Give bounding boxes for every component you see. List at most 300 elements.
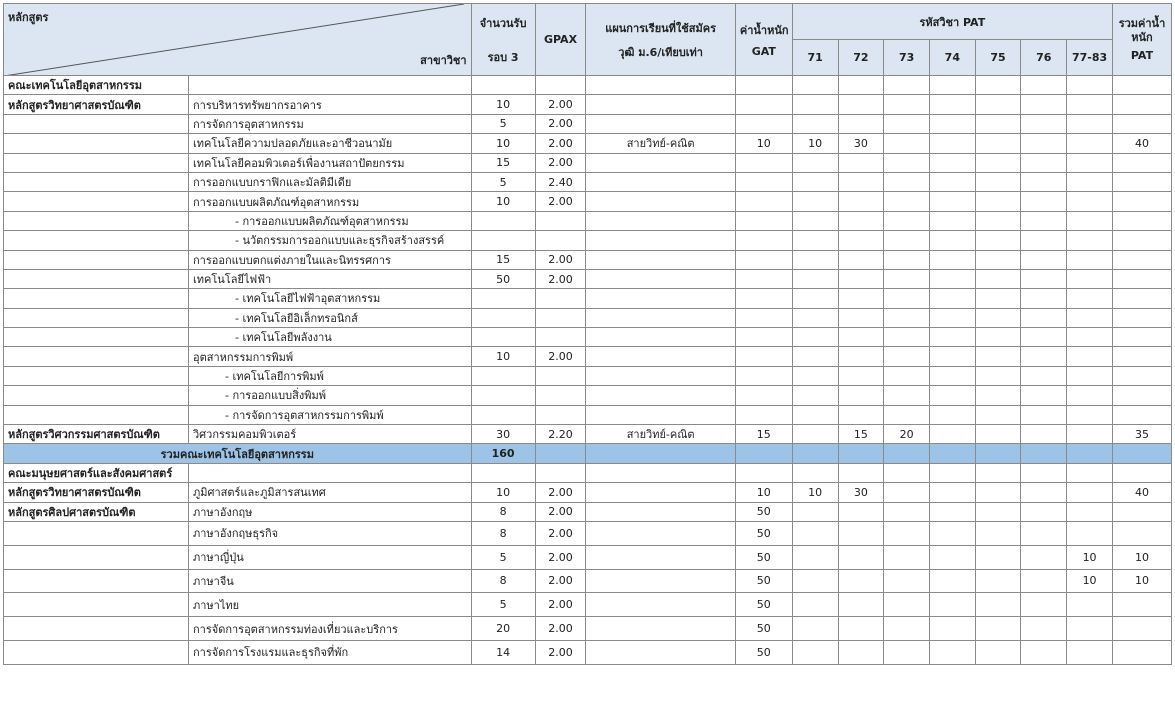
empty-cell (929, 444, 975, 463)
total-pat-cell (1112, 328, 1171, 347)
empty-cell (975, 444, 1021, 463)
pat-cell (975, 405, 1021, 424)
total-pat-cell (1112, 192, 1171, 211)
pat-cell (1067, 425, 1113, 444)
pat-cell (929, 545, 975, 569)
pat-cell (975, 366, 1021, 385)
pat-cell: 10 (1067, 569, 1113, 593)
total-pat-cell: 40 (1112, 483, 1171, 502)
pat-cell (1021, 269, 1067, 288)
pat-cell (929, 425, 975, 444)
pat-cell (838, 95, 884, 114)
table-row (4, 269, 1172, 288)
table-row (4, 308, 1172, 327)
pat-cell (929, 114, 975, 133)
pat-cell (792, 289, 838, 308)
pat-cell (1067, 328, 1113, 347)
pat-cell (884, 231, 930, 250)
pat-cell (1067, 289, 1113, 308)
major-name: - การออกแบบผลิตภัณฑ์อุตสาหกรรม (189, 211, 472, 230)
gpax-cell: 2.00 (535, 640, 586, 664)
seats-cell (471, 231, 535, 250)
total-pat-cell (1112, 172, 1171, 191)
major-name (189, 76, 472, 95)
table-row (4, 617, 1172, 641)
pat-cell (1021, 153, 1067, 172)
course-name (4, 617, 189, 641)
pat-cell (838, 386, 884, 405)
pat-cell (929, 502, 975, 521)
seats-cell: 10 (471, 347, 535, 366)
plan-cell (586, 347, 735, 366)
pat-cell (838, 114, 884, 133)
table-row (4, 231, 1172, 250)
course-name (4, 640, 189, 664)
course-name (4, 308, 189, 327)
pat-cell (975, 347, 1021, 366)
empty-cell (535, 444, 586, 463)
pat-cell (1067, 386, 1113, 405)
pat-cell (929, 76, 975, 95)
pat-cell (1021, 289, 1067, 308)
major-name: - การจัดการอุตสาหกรรมการพิมพ์ (189, 405, 472, 424)
pat-cell (929, 95, 975, 114)
gpax-header: GPAX (535, 4, 586, 76)
pat-cell (838, 366, 884, 385)
major-name: การจัดการอุตสาหกรรม (189, 114, 472, 133)
table-row (4, 366, 1172, 385)
faculty-row (4, 463, 1172, 482)
major-name: อุตสาหกรรมการพิมพ์ (189, 347, 472, 366)
pat-cell (884, 545, 930, 569)
pat-cell: 15 (838, 425, 884, 444)
seats-cell: 5 (471, 114, 535, 133)
major-name: ภูมิศาสตร์และภูมิสารสนเทศ (189, 483, 472, 502)
pat-cell (1021, 463, 1067, 482)
admission-table (3, 3, 1172, 665)
pat-cell (1067, 172, 1113, 191)
pat-cell (884, 521, 930, 545)
pat-cell (884, 269, 930, 288)
course-name (4, 231, 189, 250)
total-pat-cell: 10 (1112, 569, 1171, 593)
total-pat-cell: 10 (1112, 545, 1171, 569)
pat-cell (1021, 569, 1067, 593)
gpax-cell: 2.20 (535, 425, 586, 444)
pat-cell (1021, 192, 1067, 211)
pat-cell (975, 617, 1021, 641)
course-name (4, 134, 189, 153)
pat-cell: 10 (1067, 545, 1113, 569)
plan-cell (586, 463, 735, 482)
pat-cell (792, 617, 838, 641)
table-row (4, 192, 1172, 211)
pat-code-header: 74 (929, 40, 975, 76)
pat-cell (1021, 521, 1067, 545)
major-name: การบริหารทรัพยากรอาคาร (189, 95, 472, 114)
plan-cell (586, 114, 735, 133)
gat-cell (735, 366, 792, 385)
seats-cell (471, 76, 535, 95)
major-name: ภาษาอังกฤษธุรกิจ (189, 521, 472, 545)
major-name: การออกแบบกราฟิกและมัลติมีเดีย (189, 172, 472, 191)
pat-cell (929, 593, 975, 617)
total-pat-cell (1112, 76, 1171, 95)
pat-cell (1067, 269, 1113, 288)
gpax-cell (535, 405, 586, 424)
plan-cell (586, 172, 735, 191)
plan-cell (586, 211, 735, 230)
pat-cell (838, 521, 884, 545)
pat-cell (884, 405, 930, 424)
pat-cell (1021, 231, 1067, 250)
pat-cell (884, 250, 930, 269)
pat-code-header: 71 (792, 40, 838, 76)
gpax-cell: 2.00 (535, 347, 586, 366)
pat-cell (884, 328, 930, 347)
pat-cell (929, 134, 975, 153)
course-name (4, 192, 189, 211)
pat-cell (975, 95, 1021, 114)
pat-cell (975, 76, 1021, 95)
plan-cell (586, 192, 735, 211)
table-row (4, 502, 1172, 521)
total-pat-cell (1112, 153, 1171, 172)
plan-cell (586, 483, 735, 502)
gat-cell (735, 463, 792, 482)
total-pat-cell (1112, 463, 1171, 482)
pat-cell (975, 569, 1021, 593)
pat-cell (792, 250, 838, 269)
pat-cell (884, 76, 930, 95)
pat-cell (884, 211, 930, 230)
pat-cell (884, 386, 930, 405)
pat-code-header: 76 (1021, 40, 1067, 76)
pat-cell (929, 269, 975, 288)
pat-cell (838, 192, 884, 211)
plan-cell (586, 545, 735, 569)
pat-cell (929, 386, 975, 405)
seats-cell (471, 211, 535, 230)
pat-cell (1021, 593, 1067, 617)
pat-cell (884, 114, 930, 133)
pat-cell (884, 134, 930, 153)
pat-cell (838, 405, 884, 424)
gpax-cell: 2.00 (535, 153, 586, 172)
course-name (4, 153, 189, 172)
pat-cell (929, 250, 975, 269)
seats-cell (471, 328, 535, 347)
empty-cell (792, 444, 838, 463)
pat-cell (792, 405, 838, 424)
total-pat-cell (1112, 593, 1171, 617)
pat-cell (1021, 328, 1067, 347)
pat-cell (792, 231, 838, 250)
pat-cell (792, 569, 838, 593)
pat-cell (792, 593, 838, 617)
course-name (4, 211, 189, 230)
plan-cell (586, 593, 735, 617)
pat-cell (792, 347, 838, 366)
pat-cell (1067, 231, 1113, 250)
pat-cell (929, 231, 975, 250)
table-row (4, 134, 1172, 153)
pat-cell (1021, 134, 1067, 153)
pat-code-header: 75 (975, 40, 1021, 76)
total-pat-cell (1112, 502, 1171, 521)
course-name (4, 593, 189, 617)
pat-cell (792, 545, 838, 569)
pat-cell (884, 463, 930, 482)
pat-cell (1067, 153, 1113, 172)
pat-cell (1021, 250, 1067, 269)
major-name: เทคโนโลยีความปลอดภัยและอาชีวอนามัย (189, 134, 472, 153)
seats-cell: 50 (471, 269, 535, 288)
pat-cell (975, 231, 1021, 250)
pat-cell (884, 483, 930, 502)
faculty-total-label: รวมคณะเทคโนโลยีอุตสาหกรรม (4, 444, 472, 463)
course-name (4, 250, 189, 269)
gat-cell: 50 (735, 593, 792, 617)
table-row (4, 153, 1172, 172)
empty-cell (586, 444, 735, 463)
pat-cell (838, 172, 884, 191)
pat-code-header: 72 (838, 40, 884, 76)
gpax-cell: 2.00 (535, 593, 586, 617)
pat-cell (792, 366, 838, 385)
pat-cell (1067, 192, 1113, 211)
pat-cell (838, 463, 884, 482)
pat-cell (929, 463, 975, 482)
total-pat-cell (1112, 405, 1171, 424)
seats-cell (471, 386, 535, 405)
pat-cell (975, 328, 1021, 347)
pat-cell (929, 347, 975, 366)
pat-cell (884, 153, 930, 172)
course-name (4, 386, 189, 405)
pat-cell (1021, 172, 1067, 191)
seats-cell: 8 (471, 502, 535, 521)
pat-cell (884, 617, 930, 641)
gat-cell (735, 192, 792, 211)
seats-cell: 15 (471, 153, 535, 172)
gat-cell: 50 (735, 569, 792, 593)
gat-cell (735, 153, 792, 172)
pat-cell (1067, 502, 1113, 521)
pat-code-header: 77-83 (1067, 40, 1113, 76)
pat-cell (838, 211, 884, 230)
plan-cell (586, 153, 735, 172)
pat-cell (792, 95, 838, 114)
gpax-cell: 2.00 (535, 569, 586, 593)
pat-cell (929, 521, 975, 545)
pat-cell (1021, 483, 1067, 502)
total-pat-cell (1112, 617, 1171, 641)
pat-cell (1067, 347, 1113, 366)
faculty-total-row (4, 444, 1172, 463)
table-row (4, 95, 1172, 114)
pat-cell (838, 250, 884, 269)
seats-cell: 10 (471, 95, 535, 114)
gpax-cell: 2.00 (535, 95, 586, 114)
total-pat-cell (1112, 114, 1171, 133)
gat-cell (735, 250, 792, 269)
gat-cell: 50 (735, 617, 792, 641)
faculty-name: คณะเทคโนโลยีอุตสาหกรรม (4, 76, 189, 95)
seats-cell (471, 463, 535, 482)
pat-cell (884, 593, 930, 617)
gpax-cell: 2.00 (535, 192, 586, 211)
major-name: การจัดการโรงแรมและธุรกิจที่พัก (189, 640, 472, 664)
pat-cell (884, 502, 930, 521)
table-row (4, 250, 1172, 269)
pat-cell (838, 269, 884, 288)
pat-cell (1067, 521, 1113, 545)
faculty-total-seats: 160 (471, 444, 535, 463)
pat-cell (1021, 386, 1067, 405)
seats-cell: 5 (471, 593, 535, 617)
course-name (4, 289, 189, 308)
pat-cell (1067, 308, 1113, 327)
pat-cell (1067, 593, 1113, 617)
major-name: วิศวกรรมคอมพิวเตอร์ (189, 425, 472, 444)
total-pat-cell (1112, 289, 1171, 308)
empty-cell (884, 444, 930, 463)
pat-cell (838, 231, 884, 250)
pat-cell (884, 347, 930, 366)
pat-cell (1021, 425, 1067, 444)
plan-cell (586, 76, 735, 95)
total-pat-cell (1112, 366, 1171, 385)
major-name: เทคโนโลยีไฟฟ้า (189, 269, 472, 288)
major-name: การออกแบบตกแต่งภายในและนิทรรศการ (189, 250, 472, 269)
pat-cell (838, 593, 884, 617)
empty-cell (838, 444, 884, 463)
gpax-cell (535, 308, 586, 327)
seats-cell: 15 (471, 250, 535, 269)
pat-cell (1021, 405, 1067, 424)
total-pat-cell (1112, 95, 1171, 114)
pat-cell (929, 569, 975, 593)
seats-cell (471, 366, 535, 385)
seats-cell: 5 (471, 172, 535, 191)
pat-cell: 10 (792, 483, 838, 502)
gat-cell: 50 (735, 502, 792, 521)
faculty-row (4, 76, 1172, 95)
pat-cell (838, 347, 884, 366)
gat-cell: 10 (735, 134, 792, 153)
pat-cell (1067, 640, 1113, 664)
pat-cell: 10 (792, 134, 838, 153)
gpax-cell: 2.00 (535, 617, 586, 641)
table-row (4, 347, 1172, 366)
seats-cell: 10 (471, 192, 535, 211)
gpax-cell: 2.00 (535, 269, 586, 288)
course-name (4, 328, 189, 347)
course-name (4, 545, 189, 569)
pat-cell (975, 502, 1021, 521)
pat-cell (1021, 211, 1067, 230)
pat-cell (792, 153, 838, 172)
gat-cell (735, 211, 792, 230)
empty-cell (735, 444, 792, 463)
table-row (4, 640, 1172, 664)
pat-cell (929, 366, 975, 385)
empty-cell (1112, 444, 1171, 463)
pat-cell (1021, 366, 1067, 385)
major-name: การจัดการอุตสาหกรรมท่องเที่ยวและบริการ (189, 617, 472, 641)
pat-cell (975, 134, 1021, 153)
pat-cell (929, 289, 975, 308)
empty-cell (1067, 444, 1113, 463)
gpax-cell: 2.00 (535, 483, 586, 502)
table-row (4, 521, 1172, 545)
pat-cell (838, 308, 884, 327)
course-header: หลักสูตร (8, 11, 49, 24)
major-name: - เทคโนโลยีพลังงาน (189, 328, 472, 347)
gat-cell: 15 (735, 425, 792, 444)
course-name (4, 347, 189, 366)
pat-cell (838, 153, 884, 172)
diagonal-divider (4, 4, 467, 76)
major-name: - เทคโนโลยีการพิมพ์ (189, 366, 472, 385)
pat-cell (1067, 250, 1113, 269)
seats-cell: 10 (471, 134, 535, 153)
total-pat-cell (1112, 347, 1171, 366)
pat-cell (929, 640, 975, 664)
pat-cell (792, 425, 838, 444)
table-row (4, 593, 1172, 617)
pat-cell (884, 95, 930, 114)
pat-cell (1067, 95, 1113, 114)
major-name: ภาษาญี่ปุ่น (189, 545, 472, 569)
table-header (4, 4, 1172, 76)
pat-cell (884, 640, 930, 664)
pat-cell (975, 521, 1021, 545)
total-pat-cell (1112, 386, 1171, 405)
pat-cell (1067, 366, 1113, 385)
admission-table-sheet (3, 3, 1172, 665)
table-row (4, 545, 1172, 569)
pat-cell (792, 502, 838, 521)
total-pat-cell: 40 (1112, 134, 1171, 153)
pat-cell: 30 (838, 483, 884, 502)
pat-cell (975, 289, 1021, 308)
gpax-cell: 2.00 (535, 521, 586, 545)
table-row (4, 483, 1172, 502)
gat-cell: 50 (735, 521, 792, 545)
pat-cell (975, 425, 1021, 444)
major-name: การออกแบบผลิตภัณฑ์อุตสาหกรรม (189, 192, 472, 211)
seats-cell: 8 (471, 569, 535, 593)
course-major-header (4, 4, 472, 76)
gpax-cell (535, 386, 586, 405)
gpax-cell: 2.00 (535, 250, 586, 269)
pat-cell (1067, 76, 1113, 95)
gat-cell (735, 269, 792, 288)
gpax-cell (535, 76, 586, 95)
pat-cell (792, 192, 838, 211)
pat-cell (792, 211, 838, 230)
pat-cell (838, 640, 884, 664)
plan-cell (586, 405, 735, 424)
pat-cell (1021, 502, 1067, 521)
pat-cell (1067, 483, 1113, 502)
pat-cell (792, 328, 838, 347)
gat-cell: 50 (735, 545, 792, 569)
pat-cell (975, 211, 1021, 230)
pat-cell (975, 483, 1021, 502)
